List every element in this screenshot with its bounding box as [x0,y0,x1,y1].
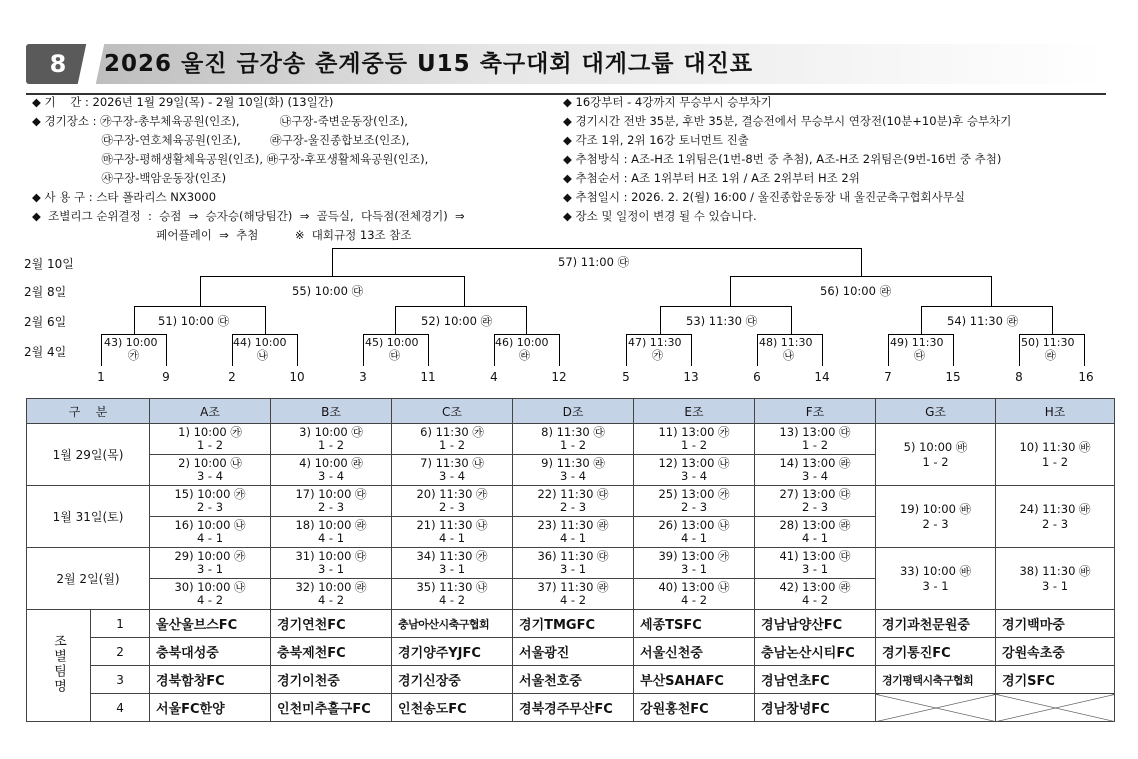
match-pairing: 2 - 3 [196,500,224,514]
header-group-a: A조 [150,399,271,424]
header-group-d: D조 [513,399,634,424]
schedule-row [27,486,1115,517]
match-cell-group-f [755,486,876,517]
quarter-final-match: 52) 10:00 ㉱ [421,314,493,328]
match-cell-group-g [876,486,996,548]
round-of-16-match [890,336,944,362]
match-pairing: 1 - 2 [922,454,949,469]
team-name: 경북함창FC [150,666,271,694]
bracket-line [1019,334,1085,335]
match-cell-group-c [392,579,513,610]
bracket-line [1052,306,1053,334]
bracket-line [395,306,396,334]
match-cell-group-d [513,517,634,548]
bracket-line [757,334,823,335]
bracket-line [626,334,692,335]
round-of-16-match [104,336,158,362]
match-time: 40) 13:00 ㉯ [658,580,730,594]
match-cell-group-e [634,579,755,610]
info-line: ◆ 경기시간 전반 35분, 후반 35분, 결승전에서 무승부시 연장전(10분+10분)후 승부차기 [563,114,1012,128]
schedule-row [27,548,1115,579]
bracket-line [134,306,266,307]
seed-number: 13 [683,370,699,384]
match-pairing: 4 - 1 [680,531,708,545]
match-time: 16) 10:00 ㉯ [174,518,246,532]
bracket-date: 2월 10일 [24,257,74,271]
match-cell-group-h [996,548,1115,610]
match-pairing: 4 - 1 [801,531,829,545]
empty-slot [876,694,996,722]
match-time: 35) 11:30 ㉯ [416,580,488,594]
info-line: ㉰구장-연호체육공원(인조), ㉱구장-울진종합보조(인조), [32,133,410,147]
bracket-line [953,334,954,366]
match-time: 17) 10:00 ㉰ [295,487,367,501]
bracket-line [363,334,364,366]
match-cell-group-d [513,548,634,579]
match-time: 47) 11:30 [628,336,682,349]
seed-number: 14 [814,370,830,384]
seed-number: 9 [162,370,170,384]
bracket-line [395,306,527,307]
venue-mark: ㉯ [257,349,268,362]
match-cell-group-c [392,455,513,486]
bracket-line [1019,334,1020,366]
match-cell-group-d [513,579,634,610]
match-cell-group-d [513,455,634,486]
bracket-line [494,334,560,335]
match-cell-group-f [755,579,876,610]
match-pairing: 2 - 3 [559,500,587,514]
info-line: ◆ 각조 1위, 2위 16강 토너먼트 진출 [563,133,749,147]
info-line: 페어플레이 ⇒ 추첨 ※ 대회규정 13조 참조 [32,228,412,242]
round-of-16-match [1021,336,1075,362]
match-cell-group-d [513,486,634,517]
header-group-b: B조 [271,399,392,424]
match-time: 29) 10:00 ㉮ [174,549,246,563]
match-cell-group-a [150,517,271,548]
match-cell-group-c [392,548,513,579]
match-pairing: 3 - 4 [801,469,829,483]
header-group-f: F조 [755,399,876,424]
team-rank: 4 [91,694,150,722]
info-line: ◆ 기 간 : 2026년 1월 29일(목) - 2월 10일(화) (13일간) [32,95,334,109]
match-time: 6) 11:30 ㉮ [420,425,484,439]
bracket-line [888,334,954,335]
team-name: 서울FC한양 [150,694,271,722]
match-pairing: 4 - 2 [680,593,708,607]
match-pairing: 1 - 2 [317,438,345,452]
quarter-final-match: 53) 11:30 ㉰ [686,314,758,328]
match-pairing: 2 - 3 [922,516,949,531]
seed-number: 16 [1078,370,1094,384]
team-name: 부산SAHAFC [634,666,755,694]
info-line: ◆ 사 용 구 : 스타 폴라리스 NX3000 [32,190,217,204]
match-pairing: 1 - 2 [559,438,587,452]
team-name: 충북제천FC [271,638,392,666]
match-time: 41) 13:00 ㉰ [779,549,851,563]
seed-number: 12 [551,370,567,384]
match-time: 44) 10:00 [233,336,287,349]
team-name: 울산울브스FC [150,610,271,638]
match-pairing: 1 - 2 [801,438,829,452]
match-time: 3) 10:00 ㉰ [299,425,363,439]
bracket-line [101,334,102,366]
header-group-e: E조 [634,399,755,424]
match-cell-group-a [150,486,271,517]
match-pairing: 3 - 1 [801,562,829,576]
match-cell-group-f [755,548,876,579]
info-line: ◆ 추첨일시 : 2026. 2. 2(월) 16:00 / 울진종합운동장 내 울진군축구협회사무실 [563,190,965,204]
match-time: 50) 11:30 [1021,336,1075,349]
info-line: ◆ 조별리그 순위결정 : 승점 ⇒ 승자승(해당팀간) ⇒ 골득실, 다득점(전체경기) ⇒ [32,209,465,223]
match-time: 2) 10:00 ㉯ [178,456,242,470]
match-cell-group-a [150,424,271,455]
match-pairing: 2 - 3 [1041,516,1069,531]
bracket-line [464,276,465,306]
bracket-line [559,334,560,366]
match-time: 36) 11:30 ㉰ [537,549,609,563]
match-pairing: 3 - 1 [922,578,949,593]
seed-number: 2 [228,370,236,384]
match-time: 25) 13:00 ㉮ [658,487,730,501]
empty-slot [996,694,1115,722]
venue-mark: ㉱ [1045,349,1056,362]
match-time: 19) 10:00 ㉳ [899,501,972,516]
match-pairing: 3 - 4 [317,469,345,483]
team-name: 경기과천문원중 [876,610,996,638]
info-line: ㉲구장-평해생활체육공원(인조), ㉳구장-후포생활체육공원(인조), [32,152,429,166]
bracket-line [660,306,661,334]
match-cell-group-b [271,486,392,517]
match-time: 21) 11:30 ㉯ [416,518,488,532]
match-time: 27) 13:00 ㉰ [779,487,851,501]
match-time: 38) 11:30 ㉳ [1019,563,1091,578]
match-time: 26) 13:00 ㉯ [658,518,730,532]
match-time: 20) 11:30 ㉮ [416,487,488,501]
bracket-line [888,334,889,366]
semi-final-match: 56) 10:00 ㉱ [820,284,892,298]
match-time: 33) 10:00 ㉳ [899,563,972,578]
match-time: 1) 10:00 ㉮ [178,425,242,439]
bracket-line [166,334,167,366]
header-group-c: C조 [392,399,513,424]
match-pairing: 1 - 2 [438,438,466,452]
team-name: 서울천호중 [513,666,634,694]
match-time: 28) 13:00 ㉱ [779,518,851,532]
match-time: 46) 10:00 [495,336,549,349]
seed-number: 6 [753,370,761,384]
match-time: 48) 11:30 [759,336,813,349]
match-pairing: 3 - 1 [317,562,345,576]
bracket-line [730,276,731,306]
match-cell-group-f [755,455,876,486]
match-cell-group-d [513,424,634,455]
header-group-g: G조 [876,399,996,424]
match-pairing: 1 - 2 [680,438,708,452]
team-name: 경북경주무산FC [513,694,634,722]
bracket-line [232,334,298,335]
seed-number: 15 [945,370,961,384]
match-pairing: 4 - 1 [438,531,466,545]
match-cell-group-c [392,424,513,455]
match-time: 43) 10:00 [104,336,158,349]
match-cell-group-a [150,455,271,486]
bracket-line [332,248,862,249]
bracket-line [791,306,792,334]
match-time: 10) 11:30 ㉳ [1019,439,1091,454]
bracket-line [991,276,992,306]
team-name: 경기TMGFC [513,610,634,638]
bracket-line [428,334,429,366]
bracket-line [757,334,758,366]
venue-mark: ㉯ [783,349,794,362]
match-pairing: 2 - 3 [317,500,345,514]
match-cell-group-g [876,548,996,610]
match-pairing: 3 - 4 [559,469,587,483]
bracket-line [134,306,135,334]
seed-number: 4 [490,370,498,384]
match-cell-group-b [271,455,392,486]
bracket-date: 2월 8일 [24,285,67,299]
match-pairing: 3 - 1 [1041,578,1069,593]
team-rank: 3 [91,666,150,694]
section-number: 8 [26,44,90,84]
info-line: ◆ 장소 및 일정이 변경 될 수 있습니다. [563,209,757,223]
match-time: 49) 11:30 [890,336,944,349]
match-cell-group-b [271,424,392,455]
match-pairing: 4 - 1 [196,531,224,545]
match-cell-group-c [392,517,513,548]
bracket-line [921,306,1053,307]
team-row [27,610,1115,638]
day-label: 1월 29일(목) [27,424,150,486]
match-time: 42) 13:00 ㉱ [779,580,851,594]
seed-number: 3 [359,370,367,384]
team-name: 경남연초FC [755,666,876,694]
team-name: 경남창녕FC [755,694,876,722]
venue-mark: ㉰ [914,349,925,362]
round-of-16-match [233,336,287,362]
match-time: 11) 13:00 ㉮ [658,425,730,439]
team-row [27,638,1115,666]
bracket-line [822,334,823,366]
match-cell-group-b [271,579,392,610]
team-name: 경기양주YJFC [392,638,513,666]
match-cell-group-a [150,579,271,610]
match-pairing: 4 - 1 [317,531,345,545]
info-line: ㉴구장-백암운동장(인조) [32,171,227,185]
page-title: 2026 울진 금강송 춘계중등 U15 축구대회 대게그룹 대진표 [104,51,754,77]
info-line: ◆ 추첨순서 : A조 1위부터 H조 1위 / A조 2위부터 H조 2위 [563,171,860,185]
match-pairing: 4 - 1 [559,531,587,545]
bracket-line [730,276,992,277]
team-name: 경기신장중 [392,666,513,694]
bracket-date: 2월 4일 [24,345,67,359]
match-pairing: 3 - 1 [559,562,587,576]
team-name: 충남아산시축구협회 [392,610,513,638]
match-time: 8) 11:30 ㉰ [541,425,605,439]
bracket-line [200,276,201,306]
match-pairing: 3 - 1 [196,562,224,576]
match-cell-group-h [996,486,1115,548]
match-pairing: 4 - 2 [196,593,224,607]
match-time: 13) 13:00 ㉰ [779,425,851,439]
team-rank: 1 [91,610,150,638]
team-name: 경남남양산FC [755,610,876,638]
match-cell-group-b [271,548,392,579]
bracket-line [297,334,298,366]
match-pairing: 4 - 2 [559,593,587,607]
seed-number: 8 [1015,370,1023,384]
team-name: 세종TSFC [634,610,755,638]
match-cell-group-e [634,424,755,455]
header-group-h: H조 [996,399,1115,424]
match-pairing: 4 - 2 [438,593,466,607]
team-row [27,694,1115,722]
team-name: 강원홍천FC [634,694,755,722]
match-pairing: 4 - 2 [317,593,345,607]
round-of-16-match [495,336,549,362]
match-cell-group-e [634,486,755,517]
match-time: 9) 11:30 ㉱ [541,456,605,470]
bracket-line [660,306,792,307]
match-time: 32) 10:00 ㉱ [295,580,367,594]
match-cell-group-b [271,517,392,548]
team-name: 경기평택시축구협회 [876,666,996,694]
match-cell-group-f [755,424,876,455]
seed-number: 1 [97,370,105,384]
bracket-line [691,334,692,366]
team-section-label-text: 조별팀명 [51,634,66,694]
team-name: 충남논산시티FC [755,638,876,666]
match-cell-group-e [634,548,755,579]
match-time: 22) 11:30 ㉰ [537,487,609,501]
match-pairing: 2 - 3 [438,500,466,514]
team-name: 경기연천FC [271,610,392,638]
round-of-16-match [365,336,419,362]
semi-final-match: 55) 10:00 ㉰ [292,284,364,298]
bracket-line [1084,334,1085,366]
match-pairing: 3 - 4 [438,469,466,483]
team-name: 강원속초중 [996,638,1115,666]
seed-number: 11 [420,370,436,384]
seed-number: 10 [289,370,305,384]
match-time: 15) 10:00 ㉮ [174,487,246,501]
team-row [27,666,1115,694]
day-label: 2월 2일(월) [27,548,150,610]
match-time: 24) 11:30 ㉳ [1019,501,1091,516]
match-pairing: 3 - 4 [196,469,224,483]
bracket-line [363,334,429,335]
bracket-line [861,248,862,276]
match-pairing: 3 - 1 [438,562,466,576]
match-pairing: 1 - 2 [196,438,224,452]
match-time: 39) 13:00 ㉮ [658,549,730,563]
bracket-line [200,276,464,277]
match-time: 34) 11:30 ㉮ [416,549,488,563]
quarter-final-match: 54) 11:30 ㉱ [947,314,1019,328]
day-label: 1월 31일(토) [27,486,150,548]
team-name: 충북대성중 [150,638,271,666]
info-line: ◆ 16강부터 - 4강까지 무승부시 승부차기 [563,95,772,109]
match-cell-group-g [876,424,996,486]
match-pairing: 4 - 2 [801,593,829,607]
venue-mark: ㉮ [128,349,139,362]
match-time: 23) 11:30 ㉱ [537,518,609,532]
bracket-line [626,334,627,366]
match-pairing: 3 - 1 [680,562,708,576]
match-time: 31) 10:00 ㉰ [295,549,367,563]
venue-mark: ㉮ [652,349,663,362]
venue-mark: ㉰ [389,349,400,362]
match-time: 30) 10:00 ㉯ [174,580,246,594]
team-name: 서울신천중 [634,638,755,666]
match-cell-group-f [755,517,876,548]
team-name: 서울광진 [513,638,634,666]
team-name: 경기통진FC [876,638,996,666]
team-section-label [27,610,91,722]
match-time: 45) 10:00 [365,336,419,349]
team-name: 경기SFC [996,666,1115,694]
header-category: 구 분 [27,399,150,424]
match-time: 14) 13:00 ㉱ [779,456,851,470]
match-pairing: 2 - 3 [801,500,829,514]
bracket-line [265,306,266,334]
match-cell-group-e [634,455,755,486]
match-cell-group-e [634,517,755,548]
bracket-line [526,306,527,334]
info-line: ◆ 추첨방식 : A조-H조 1위팀은(1번-8번 중 추첨), A조-H조 2위팀은(9번-16번 중 추첨) [563,152,1002,166]
team-name: 인천송도FC [392,694,513,722]
bracket-date: 2월 6일 [24,315,67,329]
match-cell-group-c [392,486,513,517]
schedule-row [27,424,1115,455]
match-pairing: 1 - 2 [1041,454,1069,469]
match-cell-group-h [996,424,1115,486]
match-time: 7) 11:30 ㉯ [420,456,484,470]
info-line: ◆ 경기장소 : ㉮구장-총부체육공원(인조), ㉯구장-죽변운동장(인조), [32,114,408,128]
table-header-row [27,399,1115,424]
team-rank: 2 [91,638,150,666]
match-pairing: 3 - 4 [680,469,708,483]
seed-number: 5 [622,370,630,384]
match-cell-group-a [150,548,271,579]
round-of-16-match [759,336,813,362]
quarter-final-match: 51) 10:00 ㉰ [158,314,230,328]
match-pairing: 2 - 3 [680,500,708,514]
venue-mark: ㉱ [519,349,530,362]
match-time: 37) 11:30 ㉱ [537,580,609,594]
match-time: 18) 10:00 ㉱ [295,518,367,532]
team-name: 경기이천중 [271,666,392,694]
team-name: 경기백마중 [996,610,1115,638]
match-time: 4) 10:00 ㉱ [299,456,363,470]
group-schedule-table [26,398,1115,722]
final-match: 57) 11:00 ㉰ [558,255,630,269]
match-time: 12) 13:00 ㉯ [658,456,730,470]
team-name: 인천미추홀구FC [271,694,392,722]
bracket-line [101,334,167,335]
round-of-16-match [628,336,682,362]
bracket-line [921,306,922,334]
bracket-line [332,248,333,276]
seed-number: 7 [884,370,892,384]
match-time: 5) 10:00 ㉳ [903,439,968,454]
